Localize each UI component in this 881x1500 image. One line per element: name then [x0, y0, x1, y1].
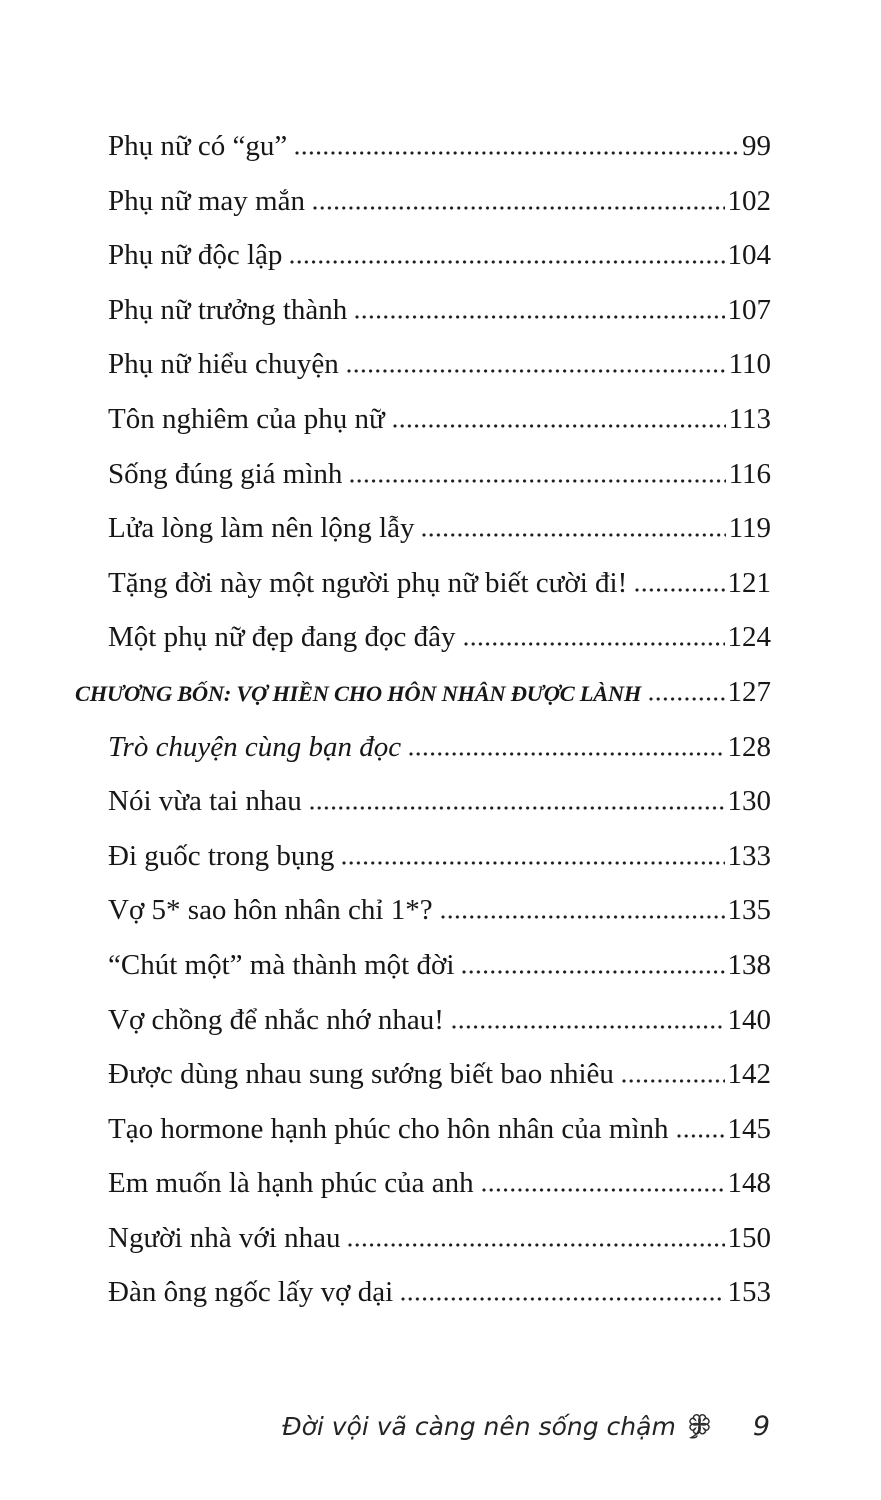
toc-entry-page: 142 [727, 1058, 771, 1091]
clover-icon [686, 1410, 713, 1447]
toc-entry-title: Phụ nữ hiểu chuyện [108, 348, 339, 381]
dot-leader [313, 206, 725, 210]
toc-entry-title: Đi guốc trong bụng [108, 839, 335, 872]
toc-entry [108, 556, 771, 611]
toc-entry [108, 447, 771, 502]
toc-entry [108, 392, 771, 447]
dot-leader [464, 642, 725, 646]
dot-leader [295, 151, 739, 155]
toc-entry-page: 116 [728, 457, 771, 490]
toc-entry-title: Vợ 5* sao hôn nhân chỉ 1*? [108, 894, 433, 927]
toc-entry-page: 128 [727, 730, 771, 763]
dot-leader [347, 369, 726, 373]
toc-entry-page: 150 [727, 1221, 771, 1254]
dot-leader [649, 697, 724, 701]
dot-leader [677, 1134, 725, 1138]
toc-entry-title: Lửa lòng làm nên lộng lẫy [108, 512, 415, 545]
toc-entry-page: 127 [727, 675, 771, 708]
toc-entry-title: Nói vừa tai nhau [108, 785, 302, 818]
toc-entry [75, 665, 771, 720]
toc-entry-page: 102 [727, 184, 771, 217]
toc-entry [108, 829, 771, 884]
dot-leader [350, 479, 725, 483]
toc-entry [108, 283, 771, 338]
dot-leader [622, 1079, 725, 1083]
toc-entry-title: Em muốn là hạnh phúc của anh [108, 1167, 474, 1200]
toc-entry-title: Phụ nữ độc lập [108, 239, 283, 272]
toc-entry [108, 610, 771, 665]
toc-entry-page: 130 [727, 785, 771, 818]
toc-entry-title: Phụ nữ may mắn [108, 184, 305, 217]
toc-entry [108, 720, 771, 775]
toc-entry-title: “Chút một” mà thành một đời [108, 948, 455, 981]
dot-leader [342, 861, 724, 865]
toc-entry [108, 337, 771, 392]
toc-entry [108, 774, 771, 829]
dot-leader [290, 260, 724, 264]
toc-entry-page: 110 [728, 348, 771, 381]
page-footer [282, 1408, 770, 1445]
toc-entry-title: Tôn nghiêm của phụ nữ [108, 402, 385, 435]
toc-entry-title: Người nhà với nhau [108, 1221, 341, 1254]
toc-entry-title: Được dùng nhau sung sướng biết bao nhiêu [108, 1058, 614, 1091]
toc-list [75, 119, 771, 1320]
toc-entry [108, 1047, 771, 1102]
toc-entry-page: 148 [727, 1167, 771, 1200]
toc-entry-page: 133 [727, 839, 771, 872]
toc-entry [108, 1211, 771, 1266]
dot-leader [401, 1297, 724, 1301]
footer-page-number: 9 [752, 1411, 770, 1442]
toc-entry-page: 119 [728, 512, 771, 545]
dot-leader [482, 1188, 725, 1192]
dot-leader [441, 915, 725, 919]
toc-entry [108, 1102, 771, 1157]
toc-entry-page: 99 [742, 130, 771, 162]
toc-entry-page: 145 [727, 1112, 771, 1145]
toc-entry-page: 113 [728, 402, 771, 435]
toc-entry-title: CHƯƠNG BỐN: VỢ HIỀN CHO HÔN NHÂN ĐƯỢC LÀNH [75, 680, 642, 706]
toc-entry-page: 135 [727, 894, 771, 927]
dot-leader [462, 970, 724, 974]
dot-leader [348, 1243, 724, 1247]
toc-entry [108, 1156, 771, 1211]
dot-leader [310, 806, 725, 810]
toc-entry-title: Sống đúng giá mình [108, 457, 343, 490]
toc-entry-page: 107 [727, 293, 771, 326]
dot-leader [635, 588, 724, 592]
toc-entry-page: 124 [727, 621, 771, 654]
dot-leader [422, 533, 725, 537]
toc-entry [108, 119, 771, 174]
toc-entry [108, 501, 771, 556]
dot-leader [355, 315, 724, 319]
toc-entry-title: Trò chuyện cùng bạn đọc [108, 730, 402, 763]
toc-entry [108, 938, 771, 993]
toc-entry-title: Vợ chồng để nhắc nhớ nhau! [108, 1003, 444, 1036]
footer-book-title: Đời vội vã càng nên sống chậm [282, 1412, 676, 1441]
toc-entry-title: Đàn ông ngốc lấy vợ dại [108, 1276, 394, 1309]
dot-leader [393, 424, 726, 428]
toc-entry-title: Phụ nữ trưởng thành [108, 293, 348, 326]
toc-entry-title: Phụ nữ có “gu” [108, 130, 288, 162]
toc-entry-title: Tặng đời này một người phụ nữ biết cười đi! [108, 566, 628, 599]
toc-entry-page: 138 [727, 948, 771, 981]
dot-leader [409, 752, 724, 756]
toc-entry-title: Tạo hormone hạnh phúc cho hôn nhân của mình [108, 1112, 669, 1145]
toc-entry [108, 174, 771, 229]
toc-entry-title: Một phụ nữ đẹp đang đọc đây [108, 621, 456, 654]
toc-entry-page: 140 [727, 1003, 771, 1036]
toc-entry [108, 1265, 771, 1320]
toc-entry-page: 104 [727, 239, 771, 272]
dot-leader [452, 1025, 725, 1029]
toc-entry [108, 993, 771, 1048]
toc-entry-page: 153 [727, 1276, 771, 1309]
toc-entry-page: 121 [727, 566, 771, 599]
toc-entry [108, 228, 771, 283]
toc-entry [108, 883, 771, 938]
